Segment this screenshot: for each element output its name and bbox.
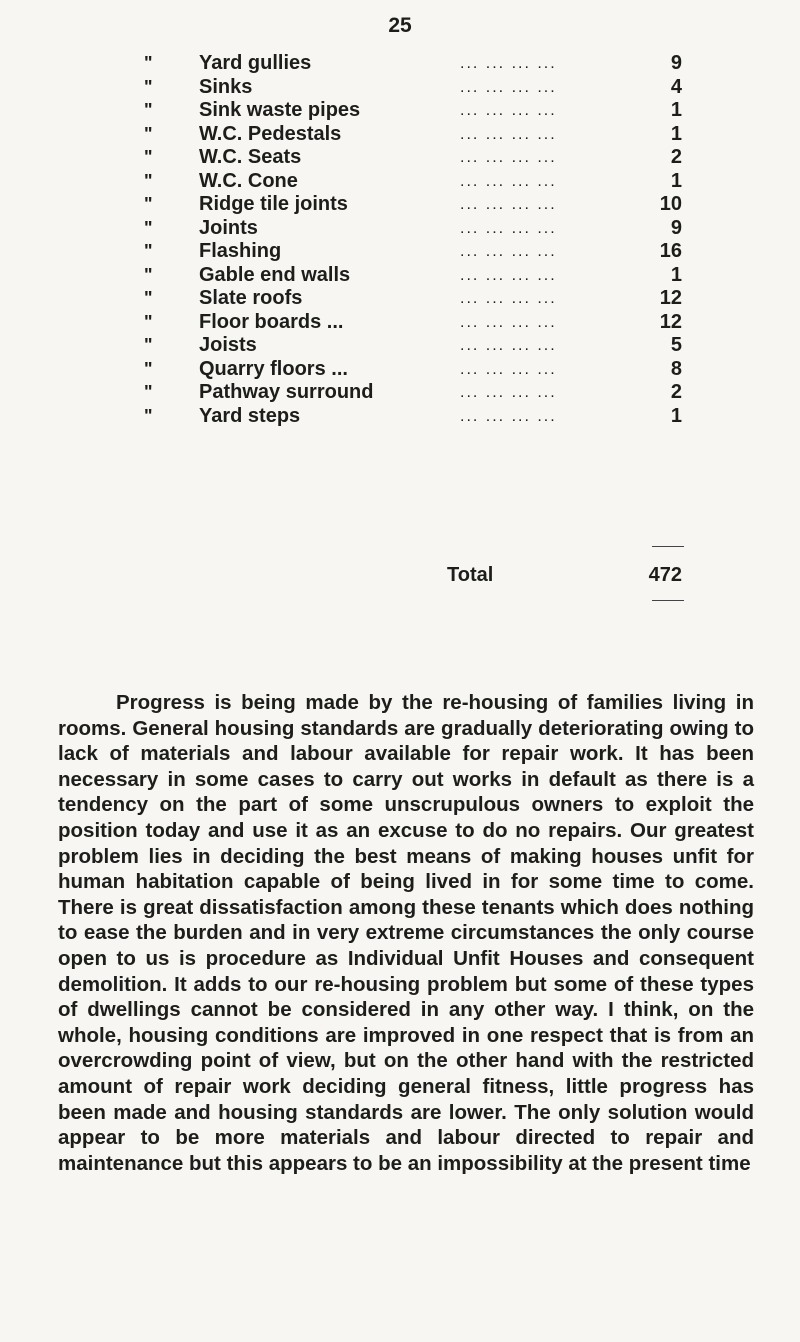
item-label: Pathway surround bbox=[199, 381, 374, 403]
dot-leader: ... ... ... ... bbox=[460, 384, 557, 401]
item-count: 1 bbox=[670, 122, 682, 145]
ditto-mark: " bbox=[144, 241, 153, 261]
ditto-mark: " bbox=[144, 335, 153, 355]
dot-leader: ... ... ... ... bbox=[460, 243, 557, 260]
item-label: Joists bbox=[199, 334, 257, 356]
total-rule-top bbox=[652, 546, 684, 547]
table-row bbox=[0, 99, 800, 123]
dot-leader: ... ... ... ... bbox=[460, 337, 557, 354]
total-rule-bottom bbox=[652, 600, 684, 601]
ditto-mark: " bbox=[144, 288, 153, 308]
table-row bbox=[0, 405, 800, 429]
dot-leader: ... ... ... ... bbox=[460, 219, 557, 237]
ditto-mark: " bbox=[144, 53, 153, 73]
ditto-mark: " bbox=[144, 358, 153, 379]
dot-leader: ... ... ... ... bbox=[460, 196, 557, 213]
ditto-mark: " bbox=[144, 194, 153, 214]
table-row bbox=[0, 193, 800, 217]
table-row bbox=[0, 52, 800, 76]
body-paragraph: Progress is being made by the re-housing of families living in rooms. General housing standards are gradually deteriorating owing to lack of materials and labour available for repair work. It has been necessary in some cases to carry out works in default as there is a tendency on the part of some unscrupulous owners to exploit the position today and use it as an excuse to do no repairs. Our greatest problem lies in deciding the best means of making houses unfit for human habitation capable of being lived in for some time to come. There is great dissatisfaction among these tenants which does nothing to ease the burden and in very extreme circumstances the only course open to us is procedure as Individual Unfit Houses and consequent demolition. It adds to our re-housing problem but some of these types of dwellings cannot be considered in any other way. I think, on the whole, housing conditions are improved in one respect that is from an overcrowding point of view, but on the other hand with the restricted amount of repair work deciding general fitness, little progress has been made and housing standards are lower. The only solution would appear to be more materials and labour directed to repair and maintenance but this appears to be an impossibility at the present time bbox=[58, 691, 754, 1175]
item-label: Gable end walls bbox=[199, 263, 351, 286]
total-row bbox=[0, 562, 800, 588]
item-label: Ridge tile joints bbox=[199, 193, 348, 215]
table-row bbox=[0, 123, 800, 147]
ditto-mark: " bbox=[144, 170, 153, 191]
item-label: Sinks bbox=[199, 75, 253, 98]
ditto-mark: " bbox=[144, 147, 153, 167]
table-row bbox=[0, 311, 800, 335]
item-label: W.C. Pedestals bbox=[199, 122, 342, 145]
ditto-mark: " bbox=[144, 123, 153, 144]
item-count: 1 bbox=[670, 169, 682, 192]
dot-leader: ... ... ... ... bbox=[460, 266, 557, 284]
ditto-mark: " bbox=[144, 264, 153, 285]
item-count: 4 bbox=[670, 75, 682, 98]
item-label: Yard steps bbox=[199, 404, 301, 427]
table-row bbox=[0, 76, 800, 100]
item-count: 9 bbox=[670, 52, 682, 74]
dot-leader: ... ... ... ... bbox=[460, 290, 557, 307]
table-row bbox=[0, 217, 800, 241]
table-row bbox=[0, 358, 800, 382]
item-count: 12 bbox=[659, 287, 682, 309]
ditto-mark: " bbox=[144, 405, 153, 426]
table-row bbox=[0, 170, 800, 194]
dot-leader: ... ... ... ... bbox=[460, 102, 557, 119]
dot-leader: ... ... ... ... bbox=[460, 78, 557, 96]
table-row bbox=[0, 240, 800, 264]
dot-leader: ... ... ... ... bbox=[460, 313, 557, 331]
item-count: 2 bbox=[670, 381, 682, 403]
item-label: Sink waste pipes bbox=[199, 99, 361, 121]
table-row bbox=[0, 287, 800, 311]
item-label: Quarry floors ... bbox=[199, 357, 348, 380]
item-count: 10 bbox=[659, 193, 682, 215]
dot-leader: ... ... ... ... bbox=[460, 172, 557, 190]
item-label: Yard gullies bbox=[199, 52, 312, 74]
ditto-mark: " bbox=[144, 382, 153, 402]
item-count: 1 bbox=[670, 404, 682, 427]
total-label: Total bbox=[447, 564, 494, 586]
dot-leader: ... ... ... ... bbox=[460, 360, 557, 378]
item-label: Slate roofs bbox=[199, 287, 303, 309]
item-label: Joints bbox=[199, 216, 258, 239]
table-row bbox=[0, 146, 800, 170]
item-count: 1 bbox=[670, 263, 682, 286]
item-count: 12 bbox=[659, 310, 682, 333]
dot-leader: ... ... ... ... bbox=[460, 149, 557, 166]
item-count: 16 bbox=[659, 240, 682, 262]
repairs-table bbox=[0, 52, 800, 428]
item-count: 8 bbox=[670, 357, 682, 380]
ditto-mark: " bbox=[144, 311, 153, 332]
ditto-mark: " bbox=[144, 76, 153, 97]
table-row bbox=[0, 381, 800, 405]
ditto-mark: " bbox=[144, 217, 153, 238]
item-label: Floor boards ... bbox=[199, 310, 344, 333]
table-row bbox=[0, 264, 800, 288]
item-label: W.C. Cone bbox=[199, 169, 298, 192]
table-row bbox=[0, 334, 800, 358]
item-count: 5 bbox=[670, 334, 682, 356]
item-count: 2 bbox=[670, 146, 682, 168]
dot-leader: ... ... ... ... bbox=[460, 407, 557, 425]
total-value: 472 bbox=[648, 564, 682, 586]
item-label: Flashing bbox=[199, 240, 282, 262]
item-label: W.C. Seats bbox=[199, 146, 302, 168]
page-number: 25 bbox=[388, 14, 412, 37]
item-count: 1 bbox=[670, 99, 682, 121]
ditto-mark: " bbox=[144, 100, 153, 120]
dot-leader: ... ... ... ... bbox=[460, 125, 557, 143]
dot-leader: ... ... ... ... bbox=[460, 55, 557, 72]
item-count: 9 bbox=[670, 216, 682, 239]
